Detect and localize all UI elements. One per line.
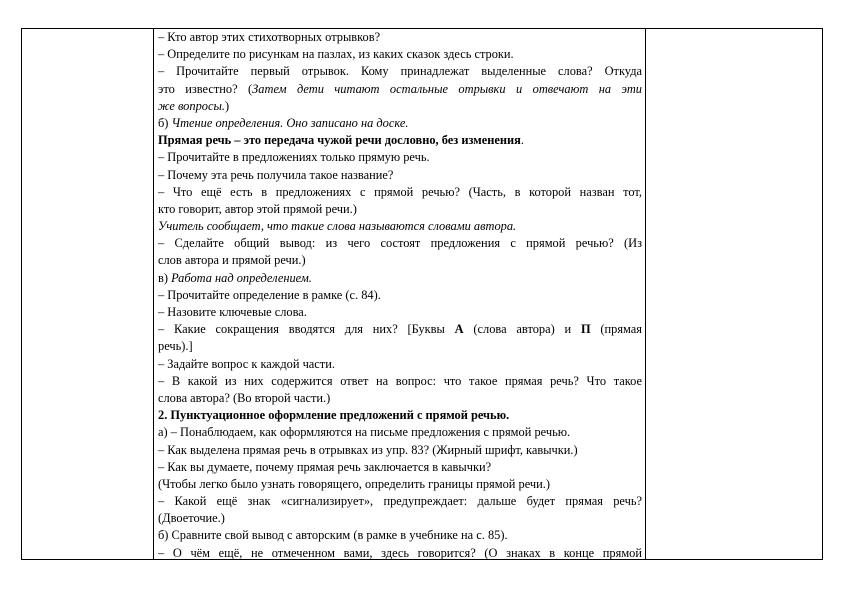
text-fragment: – Как вы думаете, почему прямая речь заключается в кавычки? <box>158 459 492 474</box>
text-line <box>158 29 642 46</box>
text-line <box>158 149 642 166</box>
text-line <box>158 407 642 424</box>
text-line <box>158 201 642 218</box>
text-fragment: же вопросы. <box>158 98 225 113</box>
text-fragment: – Определите по рисункам на пазлах, из каких сказок здесь строки. <box>158 47 514 62</box>
text-line <box>158 338 642 355</box>
text-line <box>158 545 642 562</box>
text-fragment: ) <box>224 98 230 113</box>
text-line <box>158 167 642 184</box>
text-line <box>158 287 642 304</box>
text-fragment: (слова автора) и <box>463 322 581 337</box>
text-fragment: – Что ещё есть в предложениях с прямой речью? (Часть, в которой назван тот, <box>158 184 642 199</box>
text-fragment: А <box>454 322 464 337</box>
text-fragment: 2. Пунктуационное оформление предложений с прямой речью. <box>158 408 510 423</box>
text-line <box>158 252 642 269</box>
text-fragment: – Сделайте общий вывод: из чего состоят предложения с прямой речью? (Из <box>158 236 642 251</box>
text-fragment: – Назовите ключевые слова. <box>158 305 307 319</box>
text-fragment: – Как выделена прямая речь в отрывках из упр. 83? (Жирный шрифт, кавычки.) <box>158 442 578 457</box>
text-line <box>158 98 642 115</box>
text-fragment: – Какой ещё знак «сигнализирует», предупреждает: дальше будет прямая речь? <box>158 494 642 509</box>
table-column-divider-1 <box>153 28 154 560</box>
text-fragment: – Прочитайте в предложениях только прямую речь. <box>158 150 430 165</box>
text-line <box>158 184 642 201</box>
text-fragment: . <box>520 133 524 148</box>
text-line <box>158 270 642 287</box>
text-fragment: б) <box>158 115 172 130</box>
text-line <box>158 304 642 321</box>
text-fragment: б) Сравните свой вывод с авторским (в рамке в учебнике на с. 85). <box>158 528 508 543</box>
text-fragment: Учитель сообщает, что такие слова называются словами автора. <box>158 219 517 234</box>
text-line <box>158 132 642 149</box>
text-fragment: кто говорит, автор этой прямой речи.) <box>158 201 357 216</box>
text-line <box>158 493 642 510</box>
text-line <box>158 46 642 63</box>
text-fragment: речь).] <box>158 339 193 354</box>
text-fragment: Чтение определения. Оно записано на доске. <box>171 115 409 130</box>
text-fragment: (Чтобы легко было узнать говорящего, определить границы прямой речи.) <box>158 476 550 491</box>
text-line <box>158 476 642 493</box>
text-line <box>158 373 642 390</box>
text-fragment: – Прочитайте первый отрывок. Кому принадлежат выделенные слова? Откуда <box>158 64 642 79</box>
text-fragment: – Прочитайте определение в рамке (с. 84). <box>158 287 381 302</box>
text-fragment: слова автора? (Во второй части.) <box>158 390 331 405</box>
text-line <box>158 527 642 544</box>
text-fragment: – О чём ещё, не отмеченном вами, здесь говорится? (О знаках в конце прямой <box>158 545 642 560</box>
text-line <box>158 390 642 407</box>
text-fragment: – Кто автор этих стихотворных отрывков? <box>158 30 381 44</box>
table-column-divider-2 <box>645 28 646 560</box>
text-fragment: в) <box>158 270 172 285</box>
text-line <box>158 510 642 527</box>
text-fragment: – Почему эта речь получила такое название? <box>158 167 394 182</box>
text-fragment: – В какой из них содержится ответ на вопрос: что такое прямая речь? Что такое <box>158 373 642 388</box>
text-fragment: а) – Понаблюдаем, как оформляются на письме предложения с прямой речью. <box>158 425 571 440</box>
text-line <box>158 442 642 459</box>
table-right-border <box>822 28 823 560</box>
text-fragment: Прямая речь – это передача чужой речи дословно, без изменения <box>158 133 521 148</box>
text-line <box>158 356 642 373</box>
text-fragment: – Задайте вопрос к каждой части. <box>158 356 335 371</box>
text-fragment: слов автора и прямой речи.) <box>158 253 306 268</box>
text-line <box>158 424 642 441</box>
text-fragment: – Какие сокращения вводятся для них? [Буквы <box>158 322 455 337</box>
text-fragment: (Двоеточие.) <box>158 511 225 526</box>
text-line <box>158 459 642 476</box>
lesson-text-cell <box>158 29 642 562</box>
text-line <box>158 81 642 98</box>
text-line <box>158 115 642 132</box>
text-line <box>158 63 642 80</box>
text-line <box>158 218 642 235</box>
text-line <box>158 321 642 338</box>
text-fragment: (прямая <box>590 322 642 337</box>
text-fragment: Работа над определением. <box>171 270 312 285</box>
table-left-border <box>21 28 22 560</box>
text-line <box>158 235 642 252</box>
text-fragment: П <box>580 322 591 337</box>
text-fragment: Затем дети читают остальные отрывки и отвечают на эти <box>252 81 642 96</box>
text-fragment: это известно? ( <box>158 81 253 96</box>
